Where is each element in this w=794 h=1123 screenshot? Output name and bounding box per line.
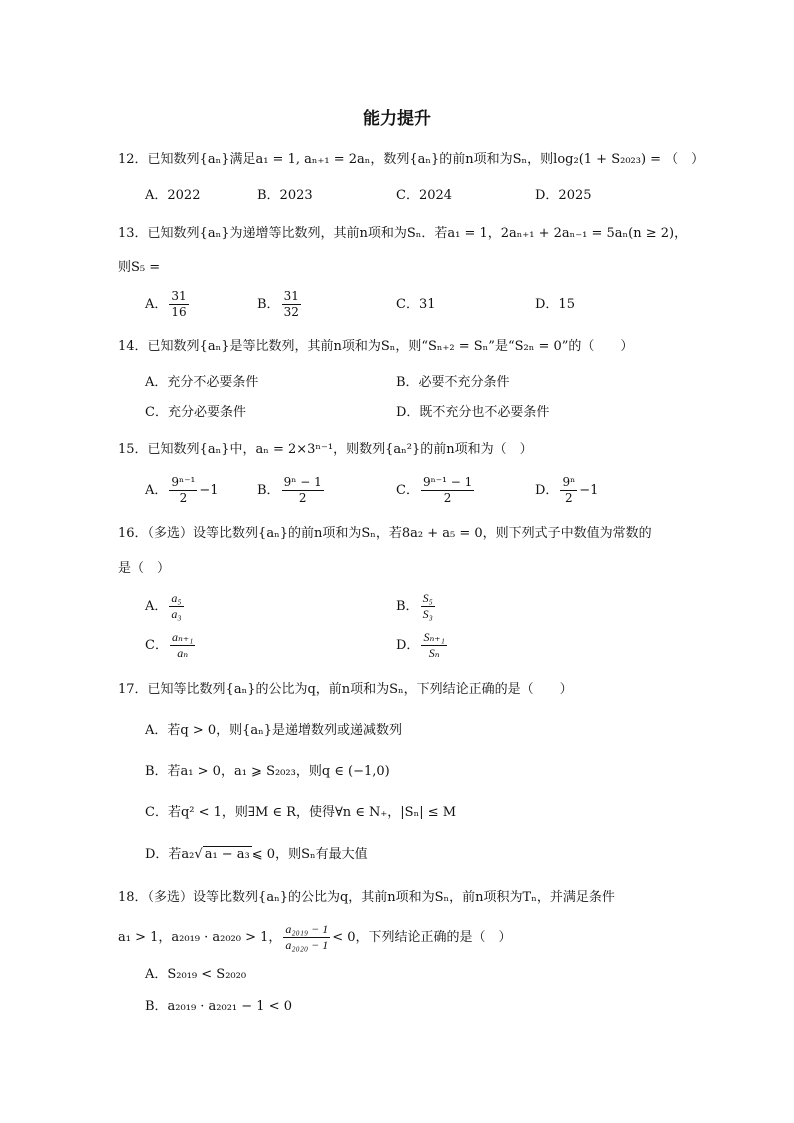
question-13-option-c: C．31 (396, 297, 436, 312)
option-label: A． (145, 297, 168, 312)
sqrt-sign: √ (194, 847, 203, 862)
question-18-stem-line2 (118, 921, 512, 955)
denominator: 2 (565, 491, 573, 505)
numerator: 9ⁿ (562, 475, 576, 489)
option-label: C． (145, 638, 168, 653)
numerator: Sₙ₊₁ (423, 630, 445, 644)
numerator: 31 (171, 289, 187, 303)
question-14-stem: 14．已知数列{aₙ}是等比数列，其前n项和为Sₙ，则“Sₙ₊₂ = Sₙ”是“S₂ₙ = 0”的（ ） (118, 339, 634, 354)
fraction (421, 630, 446, 661)
question-16-stem-line2: 是（ ） (118, 561, 171, 576)
fraction (282, 289, 301, 320)
fraction (421, 591, 435, 622)
stem-prefix: a₁ > 1，a₂₀₁₉ · a₂₀₂₀ > 1， (118, 930, 282, 945)
numerator: 9ⁿ − 1 (283, 475, 322, 489)
question-16-option-b (396, 590, 437, 624)
question-12-option-c: C．2024 (396, 188, 453, 203)
denominator: a₃ (171, 607, 182, 621)
question-14-option-d: D．既不充分也不必要条件 (396, 405, 550, 420)
fraction (560, 475, 577, 506)
question-12-option-d: D．2025 (535, 188, 592, 203)
option-label: D． (396, 638, 420, 653)
denominator: aₙ (177, 646, 189, 660)
term-tail: −1 (199, 483, 219, 498)
question-12-option-b: B．2023 (257, 188, 313, 203)
question-17-option-c: C．若q² < 1，则∃M ∈ R，使得∀n ∈ N₊，|Sₙ| ≤ M (145, 805, 457, 820)
fraction (283, 922, 330, 953)
sqrt-radicand: a₁ − a₃ (204, 847, 250, 862)
question-18-option-b: B．a₂₀₁₉ · a₂₀₂₁ − 1 < 0 (145, 999, 292, 1014)
option-label: C． (396, 483, 419, 498)
option-label: D． (535, 483, 559, 498)
question-13-option-a (145, 288, 191, 322)
question-12-option-a: A．2022 (145, 188, 201, 203)
fraction (169, 475, 197, 506)
denominator: Sₙ (428, 646, 440, 660)
option-label: A． (145, 483, 168, 498)
fraction (170, 630, 195, 661)
option-label: B． (396, 599, 419, 614)
question-15-option-b (257, 474, 326, 508)
question-18-stem-line1: 18．（多选）设等比数列{aₙ}的公比为q，其前n项和为Sₙ，前n项积为Tₙ，并满足条件 (118, 890, 615, 905)
question-13-stem-line1: 13．已知数列{aₙ}为递增等比数列，其前n项和为Sₙ．若a₁ = 1，2aₙ₊₁ + 2aₙ₋₁ = 5aₙ(n ≥ 2)， (118, 226, 688, 241)
denominator: S₃ (422, 607, 433, 621)
question-17-stem: 17．已知等比数列{aₙ}的公比为q，前n项和为Sₙ，下列结论正确的是（ ） (118, 682, 573, 697)
option-prefix: D．若a₂ (145, 847, 195, 862)
numerator: a₂₀₁₉ − 1 (285, 922, 329, 936)
section-title: 能力提升 (363, 109, 431, 129)
question-13-stem-line2: 则S₅ = (118, 260, 161, 275)
fraction (282, 475, 324, 506)
option-label: B． (257, 297, 280, 312)
denominator: 2 (179, 491, 188, 505)
question-15-option-c (396, 474, 476, 508)
numerator: aₙ₊₁ (171, 630, 194, 644)
option-label: A． (145, 599, 168, 614)
fraction (421, 475, 474, 506)
fraction (169, 591, 183, 622)
question-14-option-b: B．必要不充分条件 (396, 375, 510, 390)
question-16-option-c (145, 629, 197, 663)
question-15-option-a (145, 474, 219, 508)
denominator: 32 (283, 305, 299, 319)
question-15-stem: 15．已知数列{aₙ}中，aₙ = 2×3ⁿ⁻¹，则数列{aₙ²}的前n项和为（ ） (118, 442, 533, 457)
term-tail: −1 (579, 483, 599, 498)
question-17-option-d (145, 845, 368, 865)
question-18-option-a: A．S₂₀₁₉ < S₂₀₂₀ (145, 967, 247, 982)
question-13-option-d: D．15 (535, 297, 575, 312)
question-14-option-a: A．充分不必要条件 (145, 375, 259, 390)
question-17-option-a: A．若q > 0，则{aₙ}是递增数列或递减数列 (145, 723, 403, 738)
question-12-stem: 12．已知数列{aₙ}满足a₁ = 1, aₙ₊₁ = 2aₙ，数列{aₙ}的前n项和为Sₙ，则log₂(1 + S₂₀₂₃) = （ ） (118, 152, 705, 167)
numerator: 9ⁿ⁻¹ − 1 (422, 475, 473, 489)
question-13-option-b (257, 288, 303, 322)
question-16-option-d (396, 629, 449, 663)
numerator: S₅ (422, 591, 433, 605)
numerator: 9ⁿ⁻¹ (171, 475, 196, 489)
fraction (169, 289, 188, 320)
question-16-option-a (145, 590, 186, 624)
numerator: 31 (283, 289, 299, 303)
stem-suffix: < 0，下列结论正确的是（ ） (332, 930, 512, 945)
denominator: 2 (298, 491, 307, 505)
question-16-stem-line1: 16．（多选）设等比数列{aₙ}的前n项和为Sₙ，若8a₂ + a₅ = 0，则下列式子中数值为常数的 (118, 526, 652, 541)
denominator: a₂₀₂₀ − 1 (285, 938, 329, 952)
question-17-option-b: B．若a₁ > 0，a₁ ⩾ S₂₀₂₃，则q ∈ (−1,0) (145, 764, 390, 779)
denominator: 16 (171, 305, 187, 319)
numerator: a₅ (171, 591, 182, 605)
option-suffix: ⩽ 0，则Sₙ有最大值 (251, 847, 368, 862)
denominator: 2 (443, 491, 452, 505)
question-15-option-d (535, 474, 598, 508)
option-label: B． (257, 483, 280, 498)
question-14-option-c: C．充分必要条件 (145, 405, 246, 420)
